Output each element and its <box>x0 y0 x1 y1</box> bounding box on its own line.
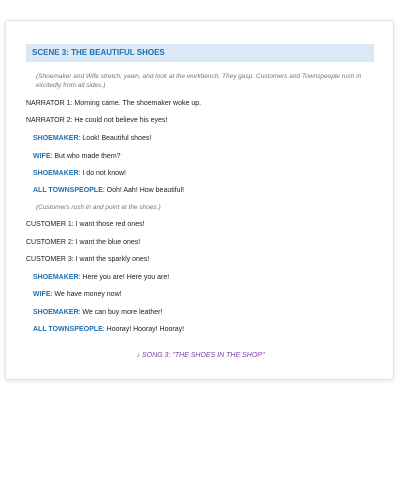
script-line <box>33 134 151 143</box>
script-line <box>33 186 184 195</box>
script-line <box>26 220 145 229</box>
speaker-name: SHOEMAKER <box>33 170 79 177</box>
speaker-name: WIFE <box>33 291 51 298</box>
script-line <box>33 273 169 282</box>
script-line <box>26 255 149 264</box>
line-text: : Ooh! Aah! How beautiful! <box>102 187 185 194</box>
script-line <box>26 99 201 108</box>
script-line <box>33 152 121 161</box>
stage-direction: (Shoemaker and Wife stretch, yawn, and look at the workbench. They gasp. Customers and Townspeople rush in excitedly from all sides.) <box>36 73 362 89</box>
speaker-name: SHOEMAKER <box>33 135 79 142</box>
speaker-name: SHOEMAKER <box>33 274 79 281</box>
line-text: CUSTOMER 2: I want the blue ones! <box>26 239 141 246</box>
script-line <box>33 325 184 334</box>
line-text: : Here you are! Here you are! <box>78 274 170 281</box>
line-text: : Hooray! Hooray! Hooray! <box>102 326 185 333</box>
line-text: CUSTOMER 1: I want those red ones! <box>26 221 145 228</box>
script-line <box>33 290 122 299</box>
line-text: : Look! Beautiful shoes! <box>78 135 152 142</box>
song-title: ♪ SONG 3: "THE SHOES IN THE SHOP" <box>136 352 265 359</box>
line-text: : We have money now! <box>50 291 122 298</box>
speaker-name: WIFE <box>33 153 51 160</box>
line-text: NARRATOR 1: Morning came. The shoemaker woke up. <box>26 100 202 107</box>
stage-direction: (Customers rush in and point at the shoes.) <box>36 204 161 211</box>
script-line <box>26 238 140 247</box>
line-text: NARRATOR 2: He could not believe his eyes! <box>26 117 168 124</box>
scene-title: SCENE 3: THE BEAUTIFUL SHOES <box>26 44 374 62</box>
line-text: : But who made them? <box>50 153 121 160</box>
line-text: : I do not know! <box>78 170 126 177</box>
line-text: CUSTOMER 3: I want the sparkly ones! <box>26 256 150 263</box>
script-line <box>33 308 162 317</box>
script-card <box>5 20 394 380</box>
speaker-name: SHOEMAKER <box>33 309 79 316</box>
line-text: : We can buy more leather! <box>78 309 163 316</box>
speaker-name: ALL TOWNSPEOPLE <box>33 187 103 194</box>
script-line <box>26 116 167 125</box>
script-line <box>33 169 126 178</box>
speaker-name: ALL TOWNSPEOPLE <box>33 326 103 333</box>
